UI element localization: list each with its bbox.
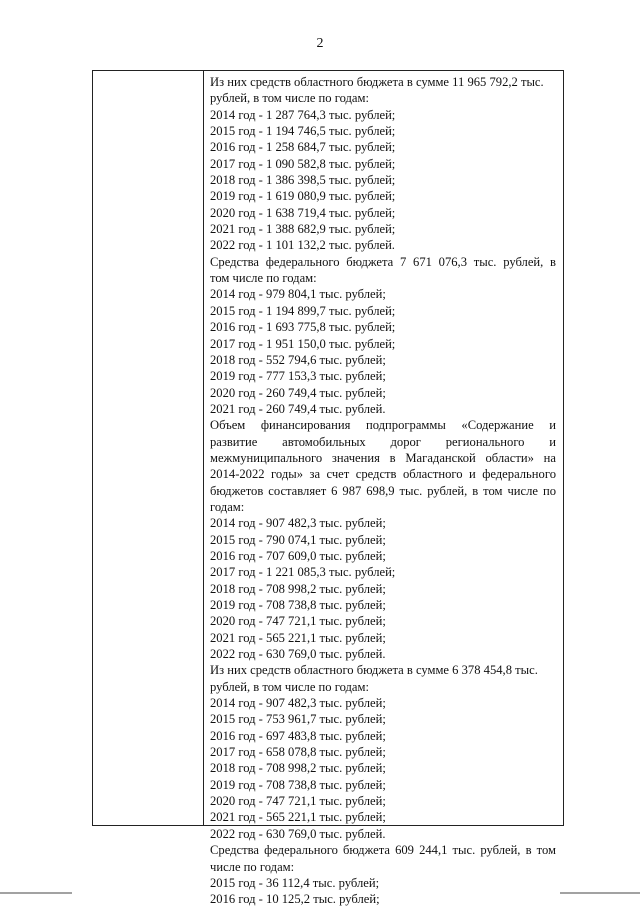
text-line: 2015 год - 790 074,1 тыс. рублей; bbox=[210, 532, 386, 547]
text-line: 2016 год - 697 483,8 тыс. рублей; bbox=[210, 728, 386, 743]
text-line: 2016 год - 1 258 684,7 тыс. рублей; bbox=[210, 140, 396, 155]
text-line: межмуниципального значения в Магаданской области» на bbox=[210, 450, 556, 465]
text-line: 2015 год - 1 194 746,5 тыс. рублей; bbox=[210, 124, 396, 139]
text-line: Объем финансирования подпрограммы «Содержание и bbox=[210, 418, 556, 433]
text-line: Средства федерального бюджета 609 244,1 тыс. рублей, в том bbox=[210, 843, 556, 858]
text-line: 2019 год - 1 619 080,9 тыс. рублей; bbox=[210, 189, 396, 204]
text-line: 2019 год - 708 738,8 тыс. рублей; bbox=[210, 598, 386, 612]
text-line: 2018 год - 708 998,2 тыс. рублей; bbox=[210, 761, 386, 776]
program-table bbox=[92, 70, 564, 907]
text-line: 2017 год - 1 221 085,3 тыс. рублей; bbox=[210, 565, 396, 580]
text-line: 2022 год - 630 769,0 тыс. рублей. bbox=[210, 647, 386, 662]
text-line: 2014 год - 907 482,3 тыс. рублей; bbox=[210, 696, 386, 711]
text-line: 2022 год - 1 101 132,2 тыс. рублей. bbox=[210, 238, 395, 253]
text-line: 2015 год - 753 961,7 тыс. рублей; bbox=[210, 712, 386, 727]
text-line: бюджетов составляет 6 987 698,9 тыс. рублей, в том числе по bbox=[210, 483, 556, 498]
text-line: 2015 год - 1 194 899,7 тыс. рублей; bbox=[210, 303, 396, 318]
text-line: 2022 год - 630 769,0 тыс. рублей. bbox=[210, 826, 386, 841]
text-line: 2018 год - 708 998,2 тыс. рублей; bbox=[210, 581, 386, 596]
table-right-column bbox=[204, 71, 563, 907]
text-line: Из них средств областного бюджета в сумме 6 378 454,8 тыс. bbox=[210, 663, 538, 678]
text-line: развитие автомобильных дорог регионального и bbox=[210, 434, 556, 449]
text-line: 2021 год - 260 749,4 тыс. рублей. bbox=[210, 401, 386, 416]
text-line: 2019 год - 708 738,8 тыс. рублей; bbox=[210, 777, 386, 792]
text-line: числе по годам: bbox=[210, 859, 295, 874]
scan-edge-marks bbox=[0, 892, 640, 894]
text-line: 2017 год - 1 951 150,0 тыс. рублей; bbox=[210, 336, 396, 351]
text-line: 2020 год - 1 638 719,4 тыс. рублей; bbox=[210, 205, 396, 220]
text-line: 2018 год - 552 794,6 тыс. рублей; bbox=[210, 352, 386, 367]
text-line: 2020 год - 260 749,4 тыс. рублей; bbox=[210, 385, 386, 400]
text-line: 2020 год - 747 721,1 тыс. рублей; bbox=[210, 614, 386, 629]
text-line: 2015 год - 36 112,4 тыс. рублей; bbox=[210, 875, 380, 890]
text-line: 2020 год - 747 721,1 тыс. рублей; bbox=[210, 794, 386, 809]
page-number: 2 bbox=[316, 36, 324, 51]
text-line: Средства федерального бюджета 7 671 076,3 тыс. рублей, в bbox=[210, 254, 556, 269]
text-line: 2019 год - 777 153,3 тыс. рублей; bbox=[210, 369, 386, 384]
text-line: 2016 год - 10 125,2 тыс. рублей; bbox=[210, 892, 380, 907]
text-line: 2018 год - 1 386 398,5 тыс. рублей; bbox=[210, 173, 396, 188]
text-line: 2021 год - 1 388 682,9 тыс. рублей; bbox=[210, 222, 396, 237]
text-line: 2014 год - 979 804,1 тыс. рублей; bbox=[210, 287, 386, 302]
text-line: 2014-2022 годы» за счет средств областного и федерального bbox=[210, 467, 556, 482]
text-line: 2021 год - 565 221,1 тыс. рублей; bbox=[210, 810, 386, 825]
text-line: годам: bbox=[210, 499, 245, 514]
table-left-column bbox=[93, 71, 204, 825]
text-line: 2016 год - 1 693 775,8 тыс. рублей; bbox=[210, 320, 396, 335]
text-line: 2017 год - 1 090 582,8 тыс. рублей; bbox=[210, 156, 396, 171]
text-line: 2014 год - 1 287 764,3 тыс. рублей; bbox=[210, 107, 396, 122]
text-line: рублей, в том числе по годам: bbox=[210, 91, 369, 106]
text-line: 2017 год - 658 078,8 тыс. рублей; bbox=[210, 745, 386, 760]
text-line: Из них средств областного бюджета в сумме 11 965 792,2 тыс. bbox=[210, 75, 544, 89]
text-line: 2021 год - 565 221,1 тыс. рублей; bbox=[210, 630, 386, 645]
text-line: 2016 год - 707 609,0 тыс. рублей; bbox=[210, 548, 386, 563]
text-line: рублей, в том числе по годам: bbox=[210, 679, 369, 694]
text-line: 2014 год - 907 482,3 тыс. рублей; bbox=[210, 516, 386, 531]
text-line: том числе по годам: bbox=[210, 271, 317, 286]
